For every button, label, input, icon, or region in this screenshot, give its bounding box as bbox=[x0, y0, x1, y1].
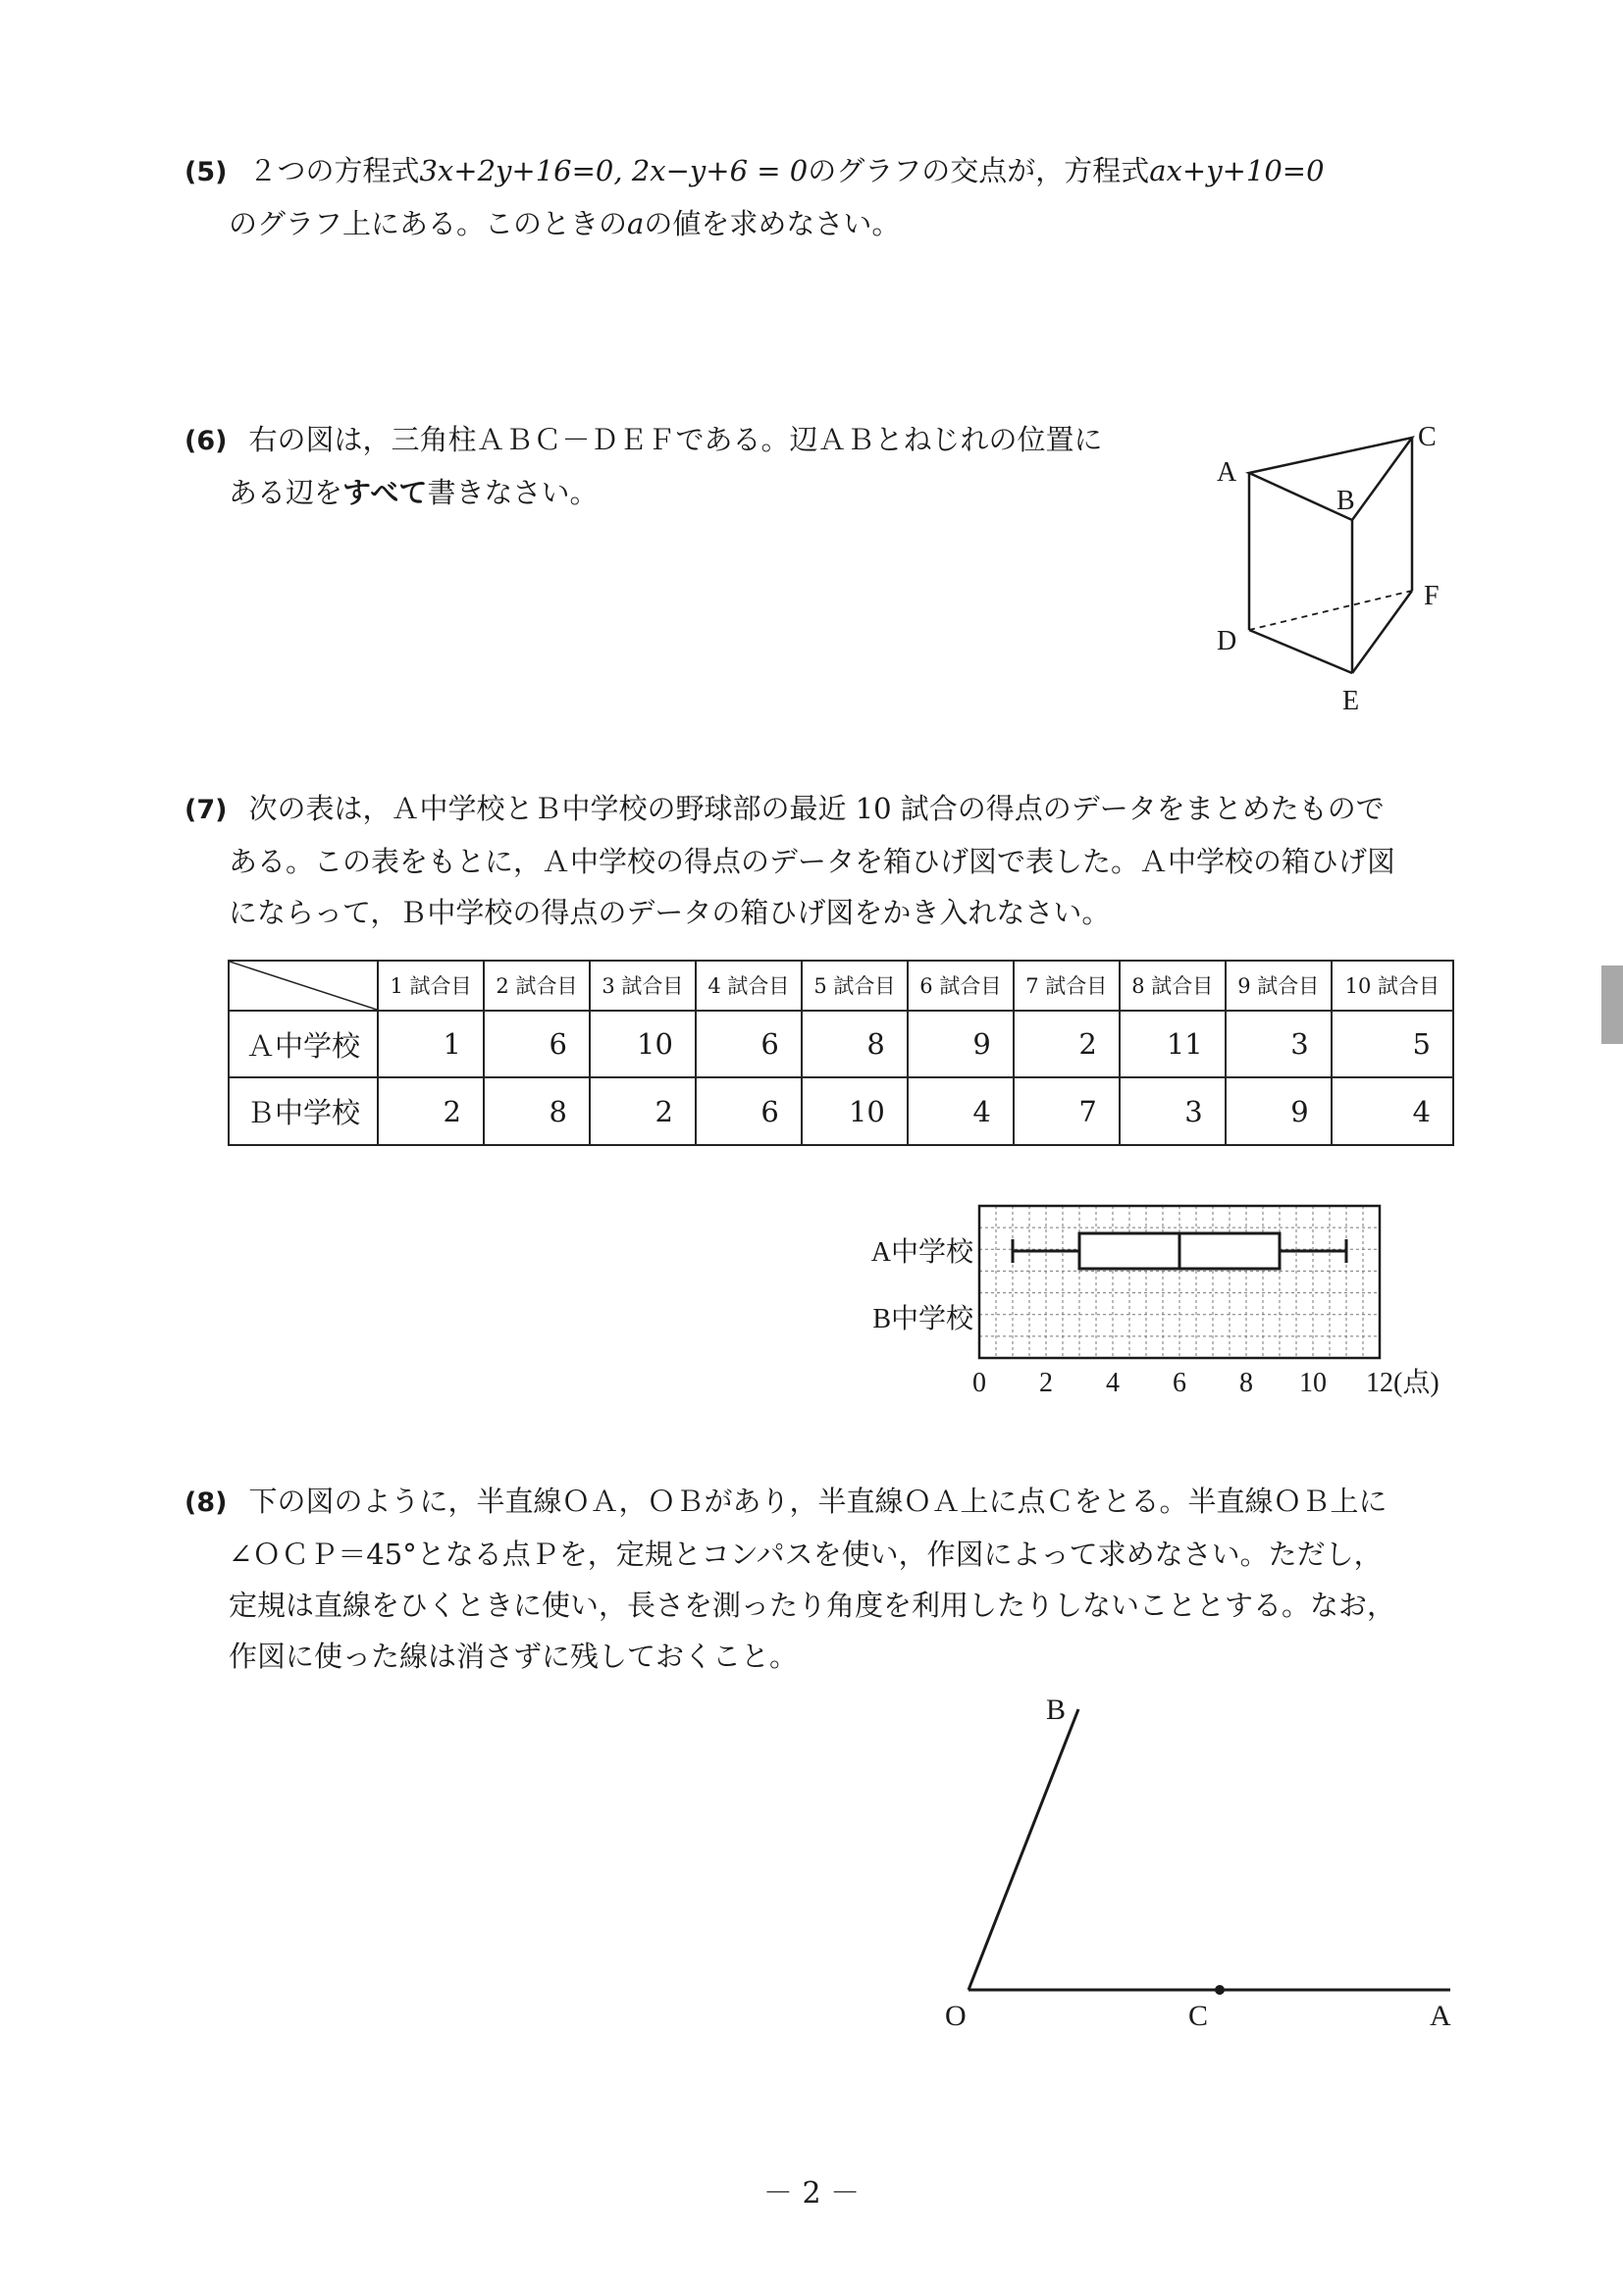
question-number: (5) bbox=[184, 157, 228, 187]
table-cell: 2 bbox=[378, 1077, 484, 1145]
table-cell: 5 bbox=[1332, 1011, 1453, 1078]
q7-line-1: 次の表は，Ａ中学校とＢ中学校の野球部の最近 10 試合の得点のデータをまとめたもので bbox=[248, 792, 1385, 825]
x-tick-label: 12(点) bbox=[1366, 1368, 1440, 1398]
label-B: B bbox=[1046, 1694, 1067, 1726]
equation-3: ax+y+10=0 bbox=[1149, 154, 1325, 187]
table-cell: 9 bbox=[1226, 1077, 1332, 1145]
table-cell: 11 bbox=[1120, 1011, 1226, 1078]
label-A: A bbox=[1217, 457, 1237, 488]
q8-line-1: 下の図のように，半直線ＯＡ，ＯＢがあり，半直線ＯＡ上に点Ｃをとる。半直線ＯＢ上に bbox=[248, 1485, 1387, 1518]
q6-line-1: 右の図は，三角柱ＡＢＣ－ＤＥＦである。辺ＡＢとねじれの位置に bbox=[248, 423, 1103, 456]
question-number: (8) bbox=[184, 1487, 228, 1518]
table-cell: 4 bbox=[908, 1077, 1014, 1145]
label-F: F bbox=[1424, 581, 1440, 611]
q5-text-b: のグラフの交点が，方程式 bbox=[808, 154, 1150, 187]
column-header: 10 試合目 bbox=[1332, 961, 1453, 1011]
row-label: Ｂ中学校 bbox=[229, 1077, 378, 1145]
table-cell: 3 bbox=[1120, 1077, 1226, 1145]
category-label-b: B中学校 bbox=[872, 1304, 973, 1334]
table-cell: 6 bbox=[696, 1011, 802, 1078]
side-tab-marker bbox=[1601, 965, 1623, 1044]
column-header: 6 試合目 bbox=[908, 961, 1014, 1011]
row-label: Ａ中学校 bbox=[229, 1011, 378, 1078]
label-C: C bbox=[1188, 2000, 1209, 2032]
x-tick-label: 2 bbox=[1039, 1368, 1053, 1398]
q8-line-3: 定規は直線をひくときに使い，長さを測ったり角度を利用したりしないこととする。なお， bbox=[229, 1589, 1396, 1622]
label-O: O bbox=[945, 2000, 967, 2032]
label-E: E bbox=[1342, 686, 1360, 716]
question-number: (7) bbox=[184, 795, 228, 825]
q5-text-a: ２つの方程式 bbox=[248, 154, 420, 187]
table-cell: 6 bbox=[696, 1077, 802, 1145]
column-header: 8 試合目 bbox=[1120, 961, 1226, 1011]
table-cell: 2 bbox=[1014, 1011, 1120, 1078]
equation-1: 3x+2y+16=0, bbox=[419, 154, 623, 187]
category-label-a: A中学校 bbox=[870, 1237, 973, 1268]
table-cell: 7 bbox=[1014, 1077, 1120, 1145]
column-header: 2 試合目 bbox=[484, 961, 590, 1011]
variable-a: a bbox=[627, 207, 645, 240]
table-cell: 3 bbox=[1226, 1011, 1332, 1078]
q6-text-b: 書きなさい。 bbox=[427, 476, 599, 509]
column-header: 5 試合目 bbox=[802, 961, 908, 1011]
q7-line-2: ある。この表をもとに，Ａ中学校の得点のデータを箱ひげ図で表した。Ａ中学校の箱ひげ図 bbox=[229, 845, 1396, 878]
q8-line-2: ∠ＯＣＰ＝45°となる点Ｐを，定規とコンパスを使い，作図によって求めなさい。ただし， bbox=[229, 1538, 1383, 1571]
x-tick-label: 6 bbox=[1173, 1368, 1186, 1398]
page-number: － 2 － bbox=[762, 2176, 861, 2211]
q5-text-c: のグラフ上にある。このときの bbox=[229, 207, 628, 240]
table-cell: 10 bbox=[590, 1011, 696, 1078]
q5-text-d: の値を求めなさい。 bbox=[644, 207, 901, 240]
table-cell: 9 bbox=[908, 1011, 1014, 1078]
x-tick-label: 4 bbox=[1106, 1368, 1120, 1398]
label-D: D bbox=[1217, 626, 1237, 656]
q6-text-a: ある辺を bbox=[229, 476, 343, 509]
table-cell: 6 bbox=[484, 1011, 590, 1078]
x-tick-label: 0 bbox=[972, 1368, 986, 1398]
label-A: A bbox=[1430, 2000, 1451, 2032]
equation-2: 2x−y+6 = 0 bbox=[631, 154, 809, 187]
column-header: 9 試合目 bbox=[1226, 961, 1332, 1011]
q6-bold-text: すべて bbox=[342, 476, 428, 509]
table-cell: 1 bbox=[378, 1011, 484, 1078]
table-cell: 10 bbox=[802, 1077, 908, 1145]
column-header: 3 試合目 bbox=[590, 961, 696, 1011]
column-header: 4 試合目 bbox=[696, 961, 802, 1011]
q7-line-3: にならって，Ｂ中学校の得点のデータの箱ひげ図をかき入れなさい。 bbox=[229, 896, 1111, 929]
table-cell: 4 bbox=[1332, 1077, 1453, 1145]
table-cell: 2 bbox=[590, 1077, 696, 1145]
table-cell: 8 bbox=[484, 1077, 590, 1145]
q8-line-4: 作図に使った線は消さずに残しておくこと。 bbox=[229, 1640, 799, 1673]
table-cell: 8 bbox=[802, 1011, 908, 1078]
column-header: 1 試合目 bbox=[378, 961, 484, 1011]
label-B: B bbox=[1336, 486, 1355, 516]
point-C-dot bbox=[1215, 1985, 1225, 1995]
ray-OB bbox=[969, 1709, 1078, 1990]
question-number: (6) bbox=[184, 426, 228, 456]
label-C: C bbox=[1418, 422, 1437, 452]
x-tick-label: 8 bbox=[1239, 1368, 1253, 1398]
column-header: 7 試合目 bbox=[1014, 961, 1120, 1011]
x-tick-label: 10 bbox=[1299, 1368, 1327, 1398]
